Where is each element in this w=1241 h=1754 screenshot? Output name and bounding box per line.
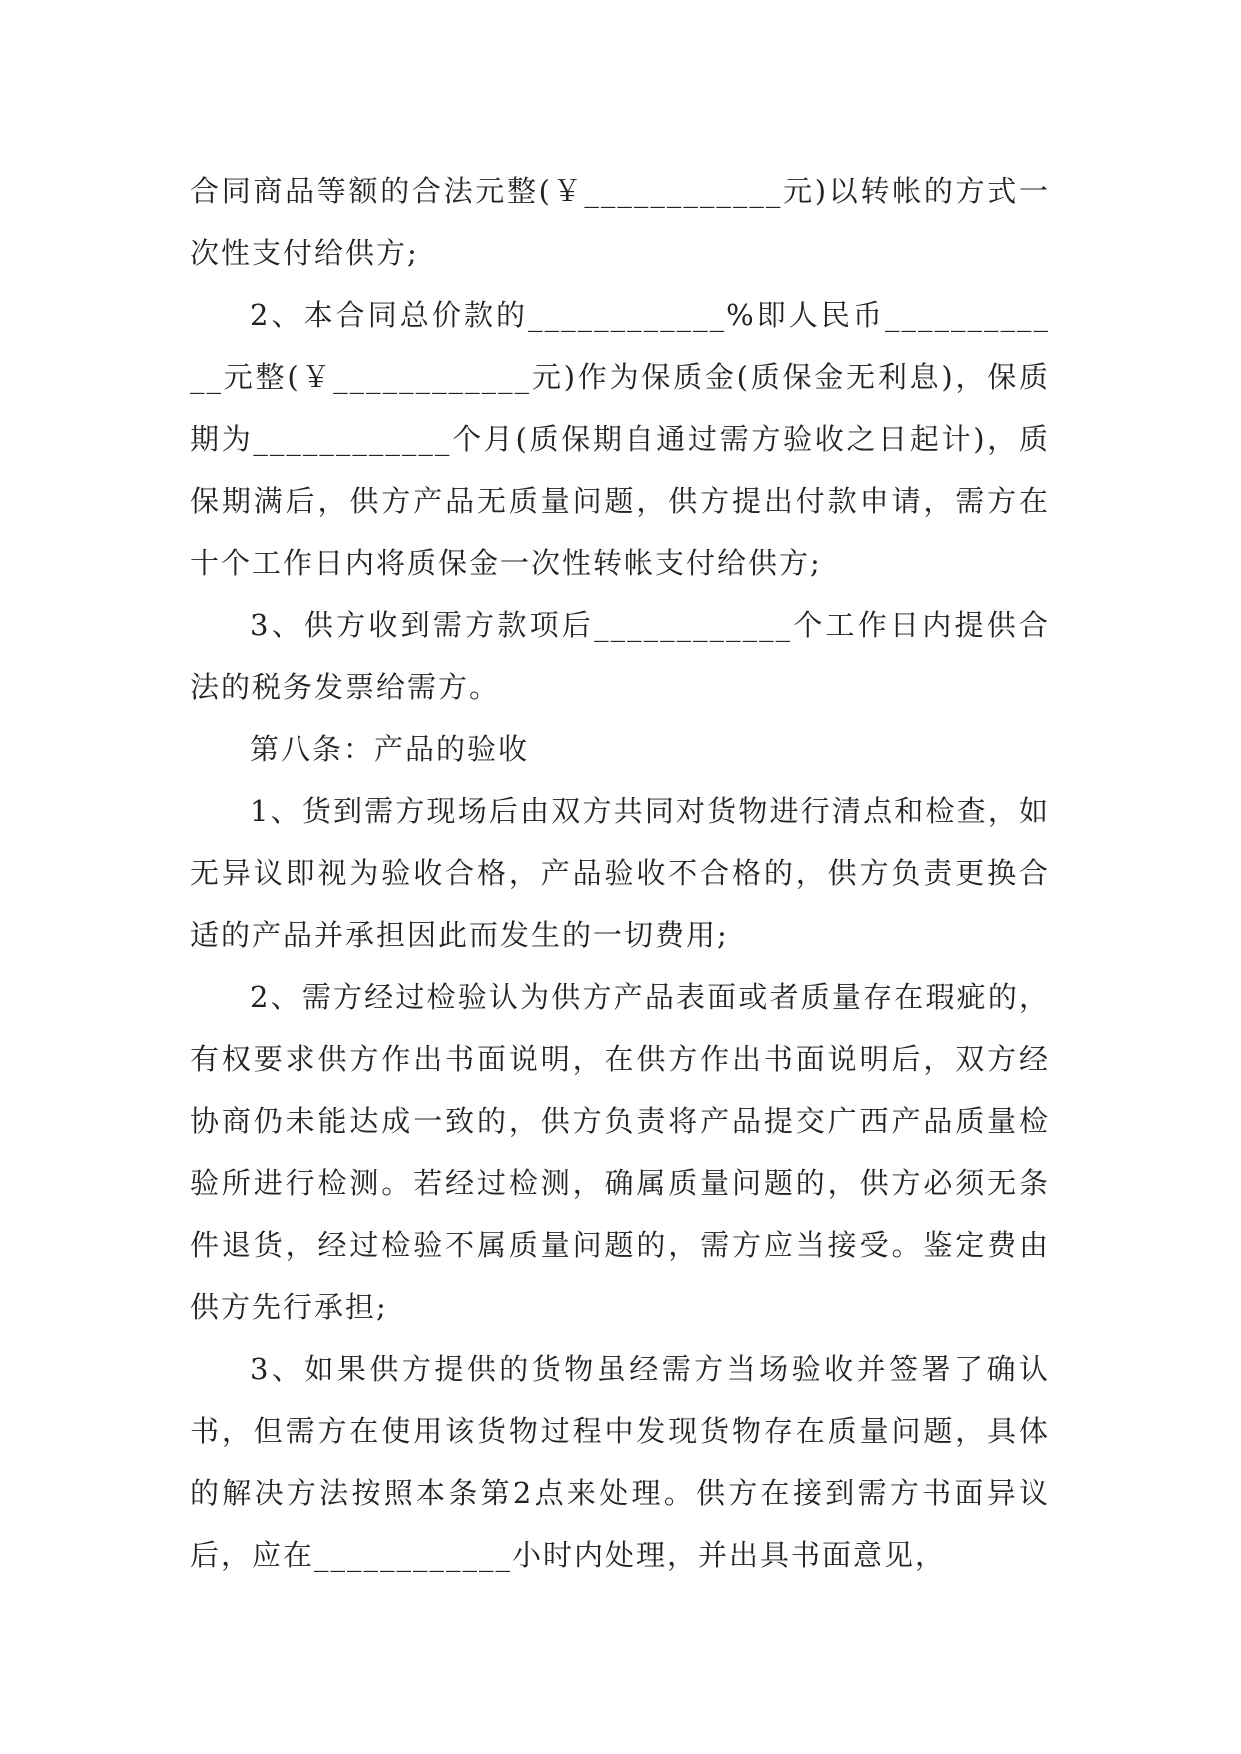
document-body [190,160,1050,1586]
paragraph-warranty-deposit: 2、本合同总价款的____________%即人民币____________元整(￥____________元)作为保质金(质保金无利息)，保质期为____________个月(质保期自通过需方验收之日起计)，质保期满后，供方产品无质量问题，供方提出付款申请，需方在十个工作日内将质保金一次性转帐支付给供方; [190,298,1050,580]
paragraph-acceptance-inspection: 1、货到需方现场后由双方共同对货物进行清点和检查，如无异议即视为验收合格，产品验收不合格的，供方负责更换合适的产品并承担因此而发生的一切费用; [190,794,1050,952]
paragraph-payment-continuation: 合同商品等额的合法元整(￥____________元)以转帐的方式一次性支付给供方; [190,174,1050,270]
paragraph-quality-dispute: 2、需方经过检验认为供方产品表面或者质量存在瑕疵的，有权要求供方作出书面说明，在供方作出书面说明后，双方经协商仍未能达成一致的，供方负责将产品提交广西产品质量检验所进行检测。若经过检测，确属质量问题的，供方必须无条件退货，经过检验不属质量问题的，需方应当接受。鉴定费由供方先行承担; [190,980,1050,1324]
section-heading-article-8: 第八条：产品的验收 [250,732,530,766]
paragraph-tax-invoice: 3、供方收到需方款项后____________个工作日内提供合法的税务发票给需方。 [190,608,1050,704]
paragraph-post-acceptance-issues: 3、如果供方提供的货物虽经需方当场验收并签署了确认书，但需方在使用该货物过程中发现货物存在质量问题，具体的解决方法按照本条第2点来处理。供方在接到需方书面异议后，应在____________小时内处理，并出具书面意见， [190,1352,1050,1572]
